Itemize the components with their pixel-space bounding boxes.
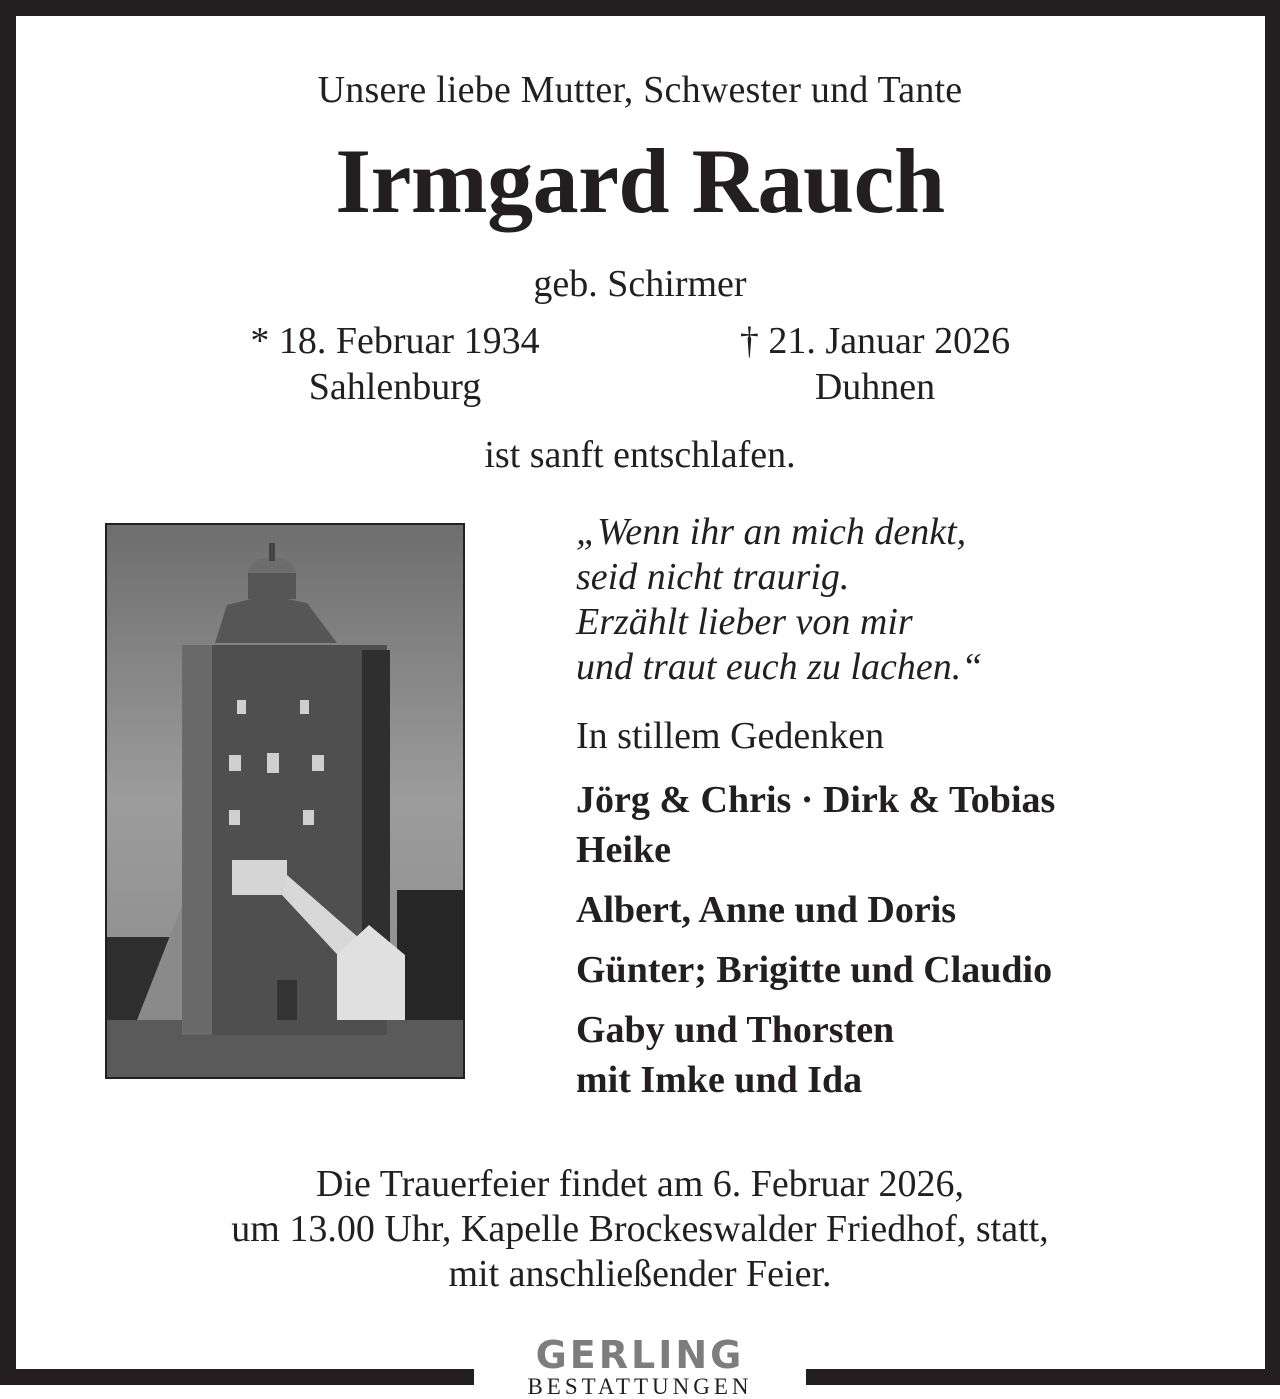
mourner-line: Jörg & Chris · Dirk & Tobias [576, 779, 1056, 821]
passed-away-line: ist sanft entschlafen. [484, 434, 796, 476]
memorial-line: In stillem Gedenken [576, 715, 885, 757]
ceremony-line: Die Trauerfeier findet am 6. Februar 2026, [316, 1163, 964, 1205]
logo-subtitle: BESTATTUNGEN [527, 1374, 753, 1399]
mourner-group [576, 775, 1256, 875]
death-date: † 21. Januar 2026 [739, 320, 1011, 362]
frame-border-top [0, 0, 1280, 16]
quote-line: und traut euch zu lachen.“ [576, 646, 983, 688]
quote [576, 510, 1256, 690]
frame-border-bottom-right [806, 1369, 1280, 1385]
mourner-line: mit Imke und Ida [576, 1059, 863, 1101]
logo-company-name: GERLING [535, 1333, 745, 1377]
frame-border-bottom-left [0, 1369, 474, 1385]
birth-date: * 18. Februar 1934 [250, 320, 540, 362]
maiden-name: geb. Schirmer [533, 263, 747, 305]
death-info [670, 318, 1080, 410]
ceremony-info [0, 1162, 1280, 1297]
mourners-list [576, 775, 1256, 1105]
mourner-line: Albert, Anne und Doris [576, 889, 957, 931]
ceremony-line: um 13.00 Uhr, Kapelle Brockeswalder Friedhof, statt, [231, 1208, 1049, 1250]
intro-line: Unsere liebe Mutter, Schwester und Tante [317, 69, 963, 111]
ceremony-line: mit anschließender Feier. [448, 1253, 832, 1295]
birth-info [195, 318, 595, 410]
mourner-line: Heike [576, 829, 671, 871]
lighthouse-photo [105, 523, 465, 1079]
deceased-name: Irmgard Rauch [335, 130, 945, 232]
quote-line: seid nicht traurig. [576, 556, 850, 598]
lighthouse-photo-icon [107, 525, 463, 1077]
funeral-home-logo [474, 1335, 806, 1399]
mourner-group [576, 945, 1256, 995]
death-place: Duhnen [814, 366, 936, 408]
mourner-group [576, 885, 1256, 935]
mourner-group [576, 1005, 1256, 1105]
quote-line: Erzählt lieber von mir [576, 601, 913, 643]
mourner-line: Günter; Brigitte und Claudio [576, 949, 1053, 991]
birth-place: Sahlenburg [308, 366, 482, 408]
mourner-line: Gaby und Thorsten [576, 1009, 895, 1051]
quote-line: „Wenn ihr an mich denkt, [576, 511, 967, 553]
right-column [576, 510, 1256, 1115]
